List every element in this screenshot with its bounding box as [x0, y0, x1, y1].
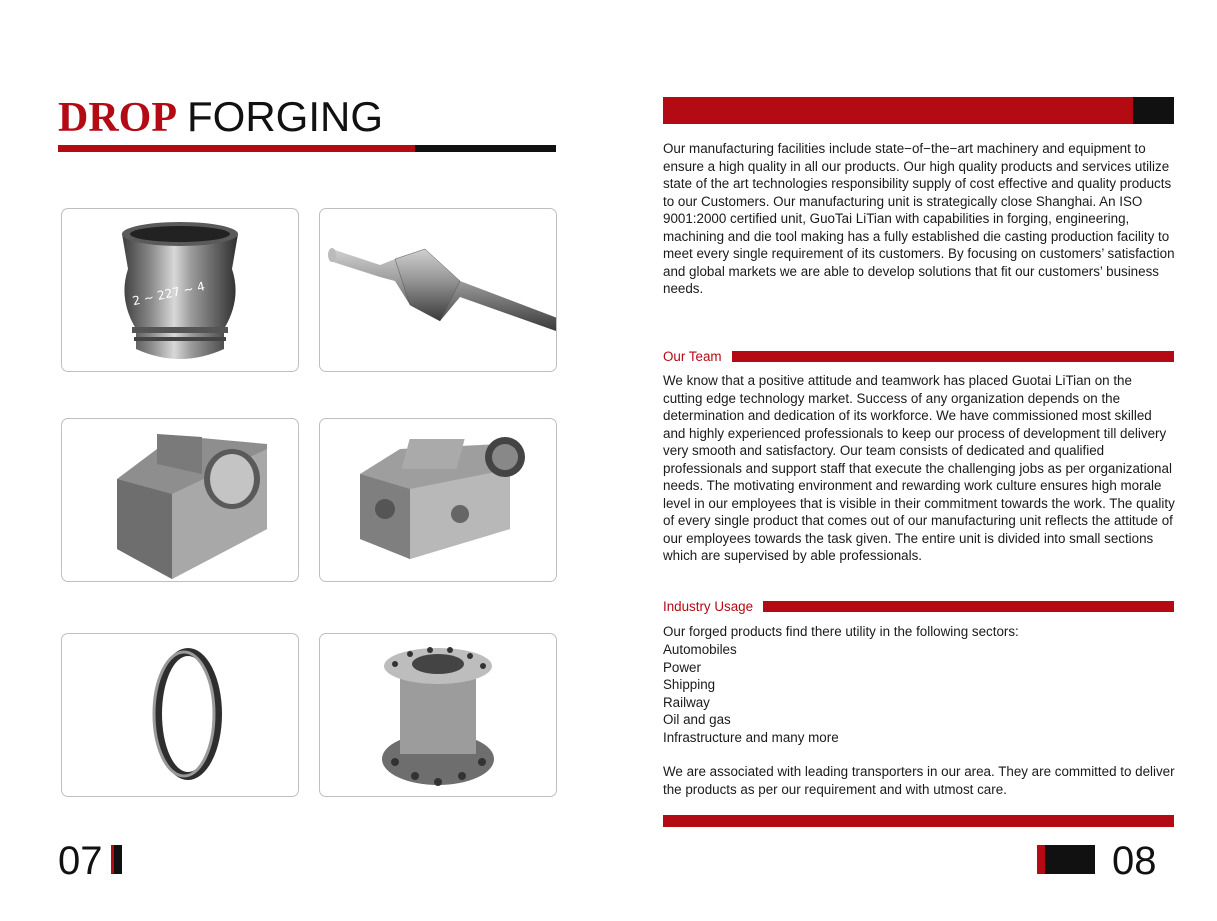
photo-block [61, 418, 299, 582]
page-number-right: 08 [1112, 839, 1157, 883]
usage-heading-bar [763, 601, 1174, 612]
page-marker-right [1037, 845, 1095, 874]
list-item: Infrastructure and many more [663, 729, 839, 745]
photo-flange [319, 633, 557, 797]
team-heading-bar [732, 351, 1174, 362]
list-item: Shipping [663, 677, 716, 692]
intro-paragraph: Our manufacturing facilities include state−of−the−art machinery and equipment to ensure a high quality in all our products. Our high quality products and services utilize state of the art technologies responsibility supply of cost effective and quality products to our Customers. Our manufacturing unit is strategically close Shanghai. An ISO 9001:2000 certified unit, GuoTai LiTian with capabilities in forging, engineering, machining and die tool making has a fully established die casting production facility to meet every single requirement of its customers. By focusing on customers’ satisfaction and global markets we are able to develop solutions that fit our customers’ business needs. [663, 141, 1175, 296]
list-item: Automobiles [663, 642, 737, 657]
usage-intro: Our forged products find there utility in the following sectors: [663, 624, 1019, 639]
usage-heading-label: Industry Usage [663, 599, 754, 614]
title-forging: FORGING [187, 93, 383, 140]
page-title [58, 93, 383, 141]
team-paragraph: We know that a positive attitude and teamwork has placed Guotai LiTian on the cutting edge technology market. Success of any organization depends on the determination and dedication of its workforce. We have commissioned most skilled and highly experienced professionals to keep our process of development till delivery very smooth and satisfactory. Our team consists of dedicated and qualified professionals and support staff that execute the challenging jobs as per organizational needs. The motivating environment and rewarding work culture ensures high morale level in our employees that is visible in their commitment towards the work. The quality of every single product that comes out of our manufacturing unit reflects the attitude of our employees towards the task given. The entire unit is divided into small sections which are supervised by able professionals. [663, 373, 1175, 563]
title-drop: DROP [58, 95, 177, 141]
photo-bushing-sleeve [61, 208, 299, 372]
title-rule-black [415, 145, 556, 152]
photo-valve-body [319, 418, 557, 582]
sector-list [663, 641, 839, 746]
photo-shaft [319, 208, 557, 372]
top-banner-bar [663, 97, 1174, 124]
list-item: Railway [663, 694, 710, 710]
photo-ring [61, 633, 299, 797]
title-rule-red [58, 145, 415, 152]
title-rule [58, 145, 556, 152]
list-item: Power [663, 659, 701, 675]
team-heading-label: Our Team [663, 349, 722, 364]
page-marker-left [111, 845, 122, 874]
section-heading-team [663, 348, 1174, 365]
section-heading-usage [663, 598, 1174, 615]
svg-text:2 ~ 227 ~ 4: 2 ~ 227 ~ 4 [131, 279, 207, 309]
usage-closing: We are associated with leading transporters in our area. They are committed to deliver the products as per our requirement and with utmost care. [663, 764, 1175, 797]
bottom-bar [663, 815, 1174, 827]
list-item: Oil and gas [663, 712, 731, 727]
page-number-left: 07 [58, 839, 103, 883]
